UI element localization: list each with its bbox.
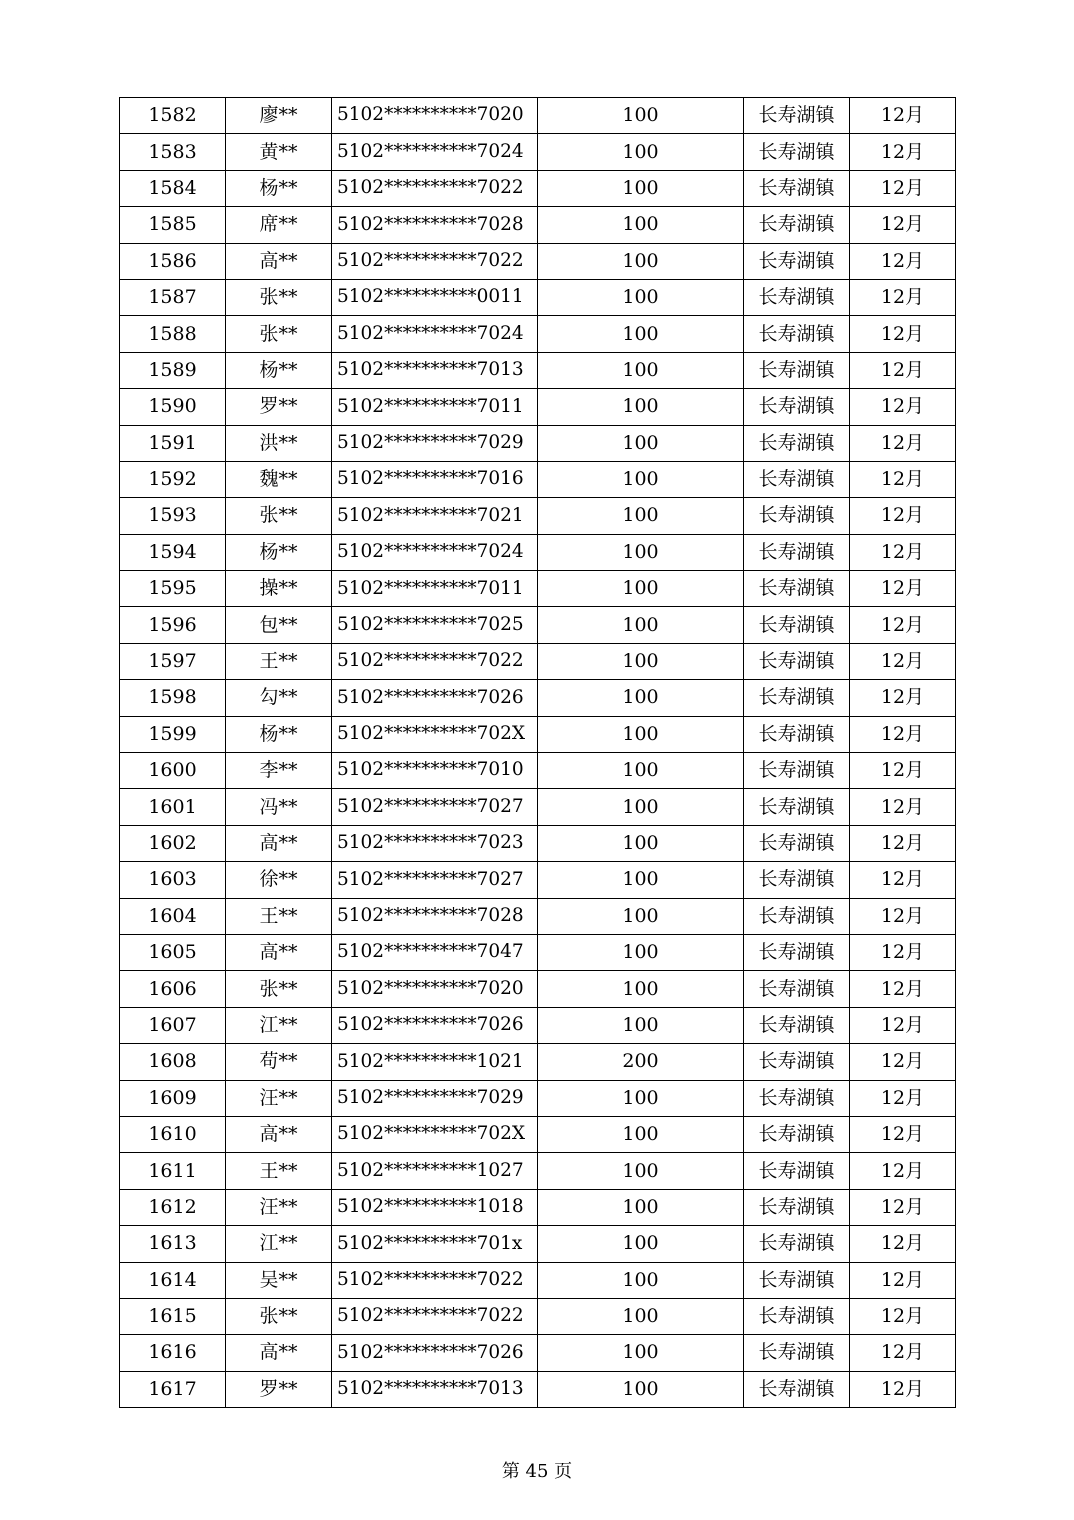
id-number-cell: 5102**********7024: [332, 534, 538, 570]
id-number-cell: 5102**********7021: [332, 498, 538, 534]
table-row: [120, 680, 956, 716]
month-cell: 12月: [850, 316, 956, 352]
row-number-cell: 1599: [120, 716, 226, 752]
id-number-cell: 5102**********7047: [332, 934, 538, 970]
id-number-cell: 5102**********7022: [332, 643, 538, 679]
month-cell: 12月: [850, 1080, 956, 1116]
row-number-cell: 1590: [120, 389, 226, 425]
table-row: [120, 134, 956, 170]
amount-cell: 100: [538, 98, 744, 134]
month-cell: 12月: [850, 680, 956, 716]
table-row: [120, 825, 956, 861]
month-cell: 12月: [850, 352, 956, 388]
month-cell: 12月: [850, 898, 956, 934]
town-cell: 长寿湖镇: [744, 825, 850, 861]
amount-cell: 100: [538, 1226, 744, 1262]
id-number-cell: 5102**********7028: [332, 207, 538, 243]
month-cell: 12月: [850, 134, 956, 170]
row-number-cell: 1587: [120, 279, 226, 315]
name-cell: 王**: [226, 1153, 332, 1189]
amount-cell: 100: [538, 680, 744, 716]
town-cell: 长寿湖镇: [744, 461, 850, 497]
row-number-cell: 1606: [120, 971, 226, 1007]
month-cell: 12月: [850, 461, 956, 497]
town-cell: 长寿湖镇: [744, 1262, 850, 1298]
amount-cell: 100: [538, 316, 744, 352]
id-number-cell: 5102**********7025: [332, 607, 538, 643]
row-number-cell: 1597: [120, 643, 226, 679]
table-row: [120, 607, 956, 643]
id-number-cell: 5102**********1021: [332, 1044, 538, 1080]
id-number-cell: 5102**********7022: [332, 243, 538, 279]
month-cell: 12月: [850, 1262, 956, 1298]
table-row: [120, 98, 956, 134]
town-cell: 长寿湖镇: [744, 934, 850, 970]
amount-cell: 100: [538, 207, 744, 243]
id-number-cell: 5102**********7020: [332, 98, 538, 134]
town-cell: 长寿湖镇: [744, 716, 850, 752]
name-cell: 高**: [226, 243, 332, 279]
amount-cell: 100: [538, 898, 744, 934]
town-cell: 长寿湖镇: [744, 170, 850, 206]
name-cell: 张**: [226, 316, 332, 352]
name-cell: 张**: [226, 971, 332, 1007]
town-cell: 长寿湖镇: [744, 1044, 850, 1080]
town-cell: 长寿湖镇: [744, 352, 850, 388]
name-cell: 杨**: [226, 170, 332, 206]
town-cell: 长寿湖镇: [744, 680, 850, 716]
row-number-cell: 1608: [120, 1044, 226, 1080]
month-cell: 12月: [850, 1226, 956, 1262]
amount-cell: 100: [538, 134, 744, 170]
name-cell: 洪**: [226, 425, 332, 461]
month-cell: 12月: [850, 1007, 956, 1043]
amount-cell: 100: [538, 243, 744, 279]
amount-cell: 100: [538, 461, 744, 497]
name-cell: 汪**: [226, 1080, 332, 1116]
id-number-cell: 5102**********0011: [332, 279, 538, 315]
name-cell: 高**: [226, 825, 332, 861]
month-cell: 12月: [850, 1371, 956, 1407]
row-number-cell: 1586: [120, 243, 226, 279]
row-number-cell: 1588: [120, 316, 226, 352]
amount-cell: 100: [538, 1116, 744, 1152]
month-cell: 12月: [850, 825, 956, 861]
table-row: [120, 1189, 956, 1225]
amount-cell: 100: [538, 716, 744, 752]
row-number-cell: 1607: [120, 1007, 226, 1043]
month-cell: 12月: [850, 207, 956, 243]
row-number-cell: 1592: [120, 461, 226, 497]
town-cell: 长寿湖镇: [744, 643, 850, 679]
amount-cell: 100: [538, 1189, 744, 1225]
table-row: [120, 1153, 956, 1189]
row-number-cell: 1612: [120, 1189, 226, 1225]
row-number-cell: 1614: [120, 1262, 226, 1298]
town-cell: 长寿湖镇: [744, 316, 850, 352]
town-cell: 长寿湖镇: [744, 207, 850, 243]
name-cell: 徐**: [226, 862, 332, 898]
name-cell: 高**: [226, 934, 332, 970]
amount-cell: 100: [538, 607, 744, 643]
id-number-cell: 5102**********7027: [332, 862, 538, 898]
amount-cell: 100: [538, 1007, 744, 1043]
month-cell: 12月: [850, 971, 956, 1007]
name-cell: 包**: [226, 607, 332, 643]
table-row: [120, 425, 956, 461]
name-cell: 席**: [226, 207, 332, 243]
month-cell: 12月: [850, 862, 956, 898]
month-cell: 12月: [850, 607, 956, 643]
town-cell: 长寿湖镇: [744, 1116, 850, 1152]
name-cell: 操**: [226, 571, 332, 607]
id-number-cell: 5102**********7027: [332, 789, 538, 825]
table-row: [120, 1226, 956, 1262]
name-cell: 罗**: [226, 389, 332, 425]
month-cell: 12月: [850, 1153, 956, 1189]
month-cell: 12月: [850, 1116, 956, 1152]
id-number-cell: 5102**********7020: [332, 971, 538, 1007]
month-cell: 12月: [850, 389, 956, 425]
row-number-cell: 1603: [120, 862, 226, 898]
month-cell: 12月: [850, 716, 956, 752]
table-row: [120, 753, 956, 789]
row-number-cell: 1582: [120, 98, 226, 134]
row-number-cell: 1594: [120, 534, 226, 570]
row-number-cell: 1595: [120, 571, 226, 607]
table-row: [120, 243, 956, 279]
town-cell: 长寿湖镇: [744, 98, 850, 134]
name-cell: 高**: [226, 1116, 332, 1152]
name-cell: 汪**: [226, 1189, 332, 1225]
table-row: [120, 1007, 956, 1043]
name-cell: 杨**: [226, 352, 332, 388]
row-number-cell: 1596: [120, 607, 226, 643]
month-cell: 12月: [850, 753, 956, 789]
table-row: [120, 461, 956, 497]
table-row: [120, 789, 956, 825]
table-row: [120, 316, 956, 352]
town-cell: 长寿湖镇: [744, 1189, 850, 1225]
town-cell: 长寿湖镇: [744, 425, 850, 461]
amount-cell: 100: [538, 1080, 744, 1116]
id-number-cell: 5102**********1018: [332, 1189, 538, 1225]
town-cell: 长寿湖镇: [744, 971, 850, 1007]
name-cell: 江**: [226, 1007, 332, 1043]
id-number-cell: 5102**********7026: [332, 1335, 538, 1371]
amount-cell: 100: [538, 571, 744, 607]
table-row: [120, 389, 956, 425]
table-row: [120, 934, 956, 970]
row-number-cell: 1583: [120, 134, 226, 170]
name-cell: 罗**: [226, 1371, 332, 1407]
amount-cell: 100: [538, 643, 744, 679]
name-cell: 魏**: [226, 461, 332, 497]
table-row: [120, 534, 956, 570]
name-cell: 冯**: [226, 789, 332, 825]
amount-cell: 100: [538, 862, 744, 898]
amount-cell: 100: [538, 1335, 744, 1371]
month-cell: 12月: [850, 425, 956, 461]
id-number-cell: 5102**********7028: [332, 898, 538, 934]
name-cell: 张**: [226, 279, 332, 315]
row-number-cell: 1611: [120, 1153, 226, 1189]
table-row: [120, 498, 956, 534]
table-row: [120, 1080, 956, 1116]
amount-cell: 100: [538, 753, 744, 789]
name-cell: 吴**: [226, 1262, 332, 1298]
month-cell: 12月: [850, 1335, 956, 1371]
name-cell: 杨**: [226, 534, 332, 570]
row-number-cell: 1613: [120, 1226, 226, 1262]
id-number-cell: 5102**********701x: [332, 1226, 538, 1262]
row-number-cell: 1602: [120, 825, 226, 861]
amount-cell: 100: [538, 1153, 744, 1189]
amount-cell: 100: [538, 498, 744, 534]
town-cell: 长寿湖镇: [744, 134, 850, 170]
town-cell: 长寿湖镇: [744, 243, 850, 279]
name-cell: 杨**: [226, 716, 332, 752]
amount-cell: 100: [538, 170, 744, 206]
town-cell: 长寿湖镇: [744, 1007, 850, 1043]
id-number-cell: 5102**********7024: [332, 316, 538, 352]
month-cell: 12月: [850, 98, 956, 134]
name-cell: 黄**: [226, 134, 332, 170]
amount-cell: 100: [538, 789, 744, 825]
amount-cell: 100: [538, 1298, 744, 1334]
amount-cell: 100: [538, 425, 744, 461]
page-number: 第 45 页: [501, 1461, 573, 1482]
month-cell: 12月: [850, 279, 956, 315]
table-row: [120, 170, 956, 206]
table-row: [120, 352, 956, 388]
month-cell: 12月: [850, 789, 956, 825]
table-row: [120, 1262, 956, 1298]
row-number-cell: 1593: [120, 498, 226, 534]
row-number-cell: 1604: [120, 898, 226, 934]
name-cell: 张**: [226, 1298, 332, 1334]
id-number-cell: 5102**********7010: [332, 753, 538, 789]
amount-cell: 100: [538, 1371, 744, 1407]
id-number-cell: 5102**********7022: [332, 170, 538, 206]
month-cell: 12月: [850, 1189, 956, 1225]
month-cell: 12月: [850, 498, 956, 534]
name-cell: 江**: [226, 1226, 332, 1262]
row-number-cell: 1605: [120, 934, 226, 970]
table-row: [120, 571, 956, 607]
town-cell: 长寿湖镇: [744, 607, 850, 643]
town-cell: 长寿湖镇: [744, 1226, 850, 1262]
id-number-cell: 5102**********7013: [332, 352, 538, 388]
id-number-cell: 5102**********7022: [332, 1262, 538, 1298]
month-cell: 12月: [850, 934, 956, 970]
id-number-cell: 5102**********7011: [332, 389, 538, 425]
month-cell: 12月: [850, 170, 956, 206]
id-number-cell: 5102**********7029: [332, 1080, 538, 1116]
table-row: [120, 862, 956, 898]
town-cell: 长寿湖镇: [744, 789, 850, 825]
table-row: [120, 207, 956, 243]
amount-cell: 100: [538, 534, 744, 570]
name-cell: 苟**: [226, 1044, 332, 1080]
id-number-cell: 5102**********7026: [332, 680, 538, 716]
town-cell: 长寿湖镇: [744, 862, 850, 898]
amount-cell: 100: [538, 825, 744, 861]
row-number-cell: 1600: [120, 753, 226, 789]
amount-cell: 100: [538, 279, 744, 315]
town-cell: 长寿湖镇: [744, 279, 850, 315]
id-number-cell: 5102**********7029: [332, 425, 538, 461]
id-number-cell: 5102**********7023: [332, 825, 538, 861]
table-row: [120, 971, 956, 1007]
id-number-cell: 5102**********7011: [332, 571, 538, 607]
row-number-cell: 1609: [120, 1080, 226, 1116]
row-number-cell: 1584: [120, 170, 226, 206]
name-cell: 高**: [226, 1335, 332, 1371]
id-number-cell: 5102**********702X: [332, 1116, 538, 1152]
month-cell: 12月: [850, 243, 956, 279]
month-cell: 12月: [850, 1044, 956, 1080]
table-row: [120, 279, 956, 315]
amount-cell: 200: [538, 1044, 744, 1080]
town-cell: 长寿湖镇: [744, 1335, 850, 1371]
row-number-cell: 1589: [120, 352, 226, 388]
data-table: [119, 97, 956, 1408]
id-number-cell: 5102**********7013: [332, 1371, 538, 1407]
id-number-cell: 5102**********7024: [332, 134, 538, 170]
town-cell: 长寿湖镇: [744, 753, 850, 789]
amount-cell: 100: [538, 1262, 744, 1298]
row-number-cell: 1585: [120, 207, 226, 243]
row-number-cell: 1598: [120, 680, 226, 716]
amount-cell: 100: [538, 389, 744, 425]
month-cell: 12月: [850, 643, 956, 679]
amount-cell: 100: [538, 352, 744, 388]
row-number-cell: 1601: [120, 789, 226, 825]
row-number-cell: 1617: [120, 1371, 226, 1407]
town-cell: 长寿湖镇: [744, 1298, 850, 1334]
table-row: [120, 643, 956, 679]
name-cell: 王**: [226, 898, 332, 934]
name-cell: 张**: [226, 498, 332, 534]
town-cell: 长寿湖镇: [744, 534, 850, 570]
table-row: [120, 1335, 956, 1371]
month-cell: 12月: [850, 571, 956, 607]
table-row: [120, 716, 956, 752]
amount-cell: 100: [538, 934, 744, 970]
id-number-cell: 5102**********702X: [332, 716, 538, 752]
table-row: [120, 1298, 956, 1334]
table-row: [120, 1371, 956, 1407]
name-cell: 王**: [226, 643, 332, 679]
table-row: [120, 898, 956, 934]
month-cell: 12月: [850, 534, 956, 570]
town-cell: 长寿湖镇: [744, 1371, 850, 1407]
town-cell: 长寿湖镇: [744, 571, 850, 607]
town-cell: 长寿湖镇: [744, 389, 850, 425]
town-cell: 长寿湖镇: [744, 498, 850, 534]
table-body: [120, 98, 956, 1408]
town-cell: 长寿湖镇: [744, 898, 850, 934]
name-cell: 廖**: [226, 98, 332, 134]
table-row: [120, 1044, 956, 1080]
id-number-cell: 5102**********1027: [332, 1153, 538, 1189]
id-number-cell: 5102**********7026: [332, 1007, 538, 1043]
table-row: [120, 1116, 956, 1152]
id-number-cell: 5102**********7016: [332, 461, 538, 497]
amount-cell: 100: [538, 971, 744, 1007]
id-number-cell: 5102**********7022: [332, 1298, 538, 1334]
row-number-cell: 1616: [120, 1335, 226, 1371]
row-number-cell: 1615: [120, 1298, 226, 1334]
name-cell: 李**: [226, 753, 332, 789]
row-number-cell: 1610: [120, 1116, 226, 1152]
name-cell: 勾**: [226, 680, 332, 716]
town-cell: 长寿湖镇: [744, 1080, 850, 1116]
row-number-cell: 1591: [120, 425, 226, 461]
month-cell: 12月: [850, 1298, 956, 1334]
town-cell: 长寿湖镇: [744, 1153, 850, 1189]
